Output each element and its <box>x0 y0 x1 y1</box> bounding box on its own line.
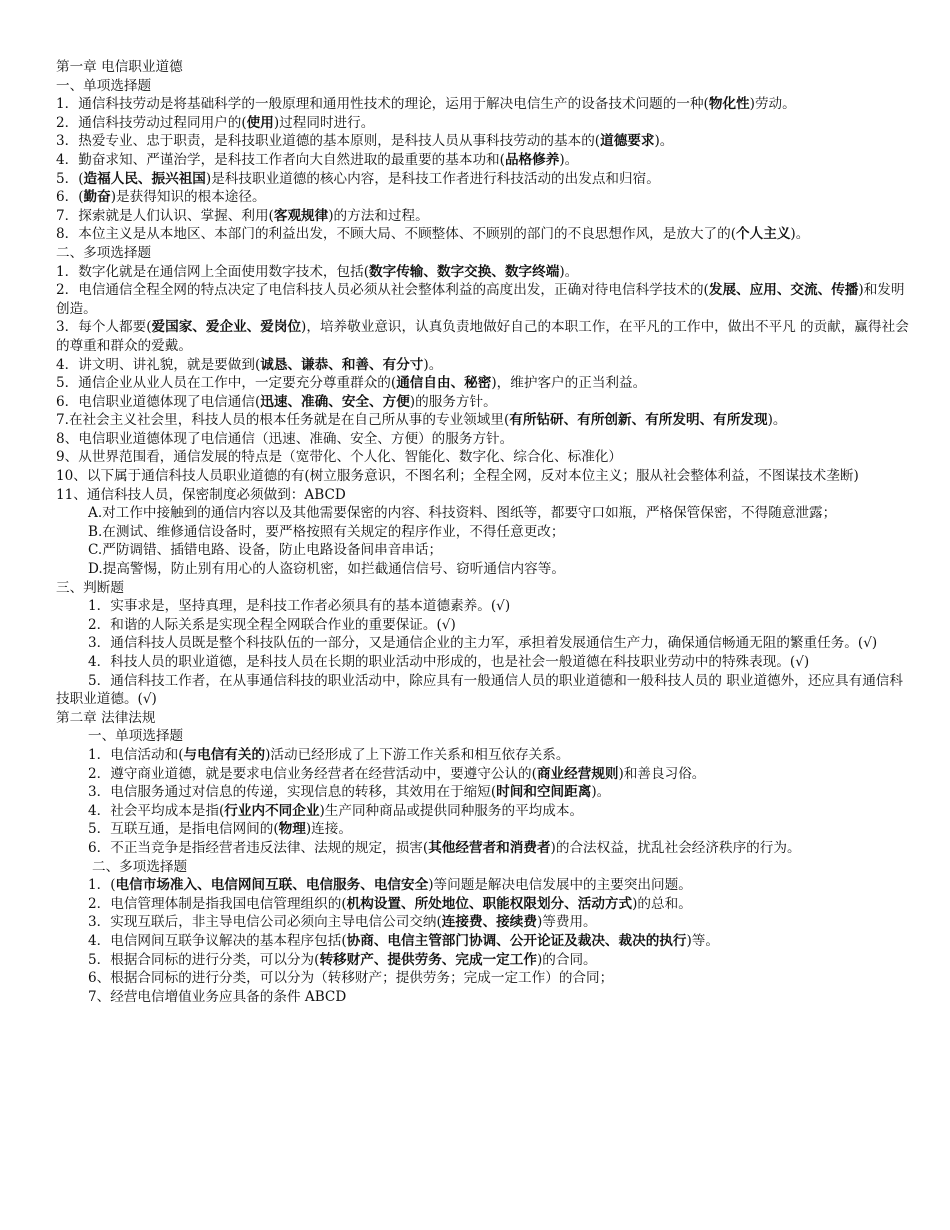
text-segment: )等问题是解决电信发展中的主要突出问题。 <box>428 877 692 894</box>
text-segment: 2．电信通信全程全网的特点决定了电信科技人员必须从社会整体利益的高度出发，正确对待电信科学技术的( <box>56 282 709 299</box>
text-segment: A.对工作中接触到的通信内容以及其他需要保密的内容、科技资料、图纸等，都要守口如瓶，严格保管保密，不得随意泄露； <box>88 505 837 522</box>
text-line <box>56 783 910 802</box>
text-segment: 9、从世界范围看，通信发展的特点是（宽带化、个人化、智能化、数字化、综合化、标准化） <box>56 449 622 466</box>
text-line <box>56 858 910 877</box>
answer-text: 行业内不同企业 <box>224 802 320 819</box>
text-segment: )连接。 <box>305 821 352 838</box>
answer-text: 连接费、接续费 <box>441 914 537 931</box>
text-segment: 4．社会平均成本是指( <box>88 802 225 819</box>
answer-text: 转移财产、提供劳务、完成一定工作 <box>319 951 537 968</box>
text-segment: 5．( <box>56 170 84 187</box>
answer-text: 有所钻研、有所创新、有所发明、有所发现 <box>509 412 768 429</box>
text-segment: 3．电信服务通过对信息的传递，实现信息的转移，其效用在于缩短( <box>88 784 497 801</box>
text-segment: 1．数字化就是在通信网上全面使用数字技术，包括( <box>56 263 370 280</box>
text-line <box>56 318 910 355</box>
text-line <box>56 225 910 244</box>
text-segment: 7、经营电信增值业务应具备的条件 ABCD <box>88 988 347 1005</box>
text-segment: 5．互联互通，是指电信网间的( <box>88 821 279 838</box>
text-segment: 1．通信科技劳动是将基础科学的一般原理和通用性技术的理论，运用于解决电信生产的设备技术问题的一种( <box>56 96 709 113</box>
text-line <box>56 616 910 635</box>
answer-text: 迅速、准确、安全、方便 <box>260 393 410 410</box>
text-segment: 11、通信科技人员，保密制度必须做到：ABCD <box>56 486 346 503</box>
answer-text: 爱国家、爱企业、爱岗位 <box>151 319 302 336</box>
text-line <box>56 932 910 951</box>
text-segment: 7．探索就是人们认识、掌握、利用( <box>56 207 274 224</box>
text-segment: )是科技职业道德的核心内容，是科技工作者进行科技活动的出发点和归宿。 <box>205 170 660 187</box>
text-segment: )的服务方针。 <box>409 393 497 410</box>
text-line <box>56 467 910 486</box>
answer-text: 商业经营规则 <box>536 765 619 782</box>
text-line <box>56 188 910 207</box>
text-line <box>56 988 910 1007</box>
text-line <box>56 579 910 598</box>
text-segment: 2．和谐的人际关系是实现全程全网联合作业的重要保证。(√) <box>88 616 456 633</box>
text-segment: 一、单项选择题 <box>88 728 184 745</box>
text-line <box>56 151 910 170</box>
answer-text: 协商、电信主管部门协调、公开论证及裁决、裁决的执行 <box>346 932 687 949</box>
text-segment: )。 <box>767 412 787 429</box>
text-line <box>56 411 910 430</box>
text-line <box>56 541 910 560</box>
text-segment: C.严防调错、插错电路、设备，防止电路设备间串音串话； <box>88 542 443 559</box>
text-line <box>56 393 910 412</box>
text-segment: 5．通信科技工作者，在从事通信科技的职业活动中，除应具有一般通信人员的职业道德和一般科技人员的 职业道德外，还应具有通信科技职业道德。(√) <box>56 672 903 708</box>
text-line <box>56 132 910 151</box>
text-segment: )生产同种商品或提供同种服务的平均成本。 <box>319 802 584 819</box>
text-segment: 1．( <box>88 877 116 894</box>
text-line <box>56 523 910 542</box>
answer-text: 品格修养 <box>504 151 560 168</box>
text-segment: 1．电信活动和( <box>88 746 184 763</box>
text-segment: 5．通信企业从业人员在工作中，一定要充分尊重群众的( <box>56 375 397 392</box>
text-segment: )和发明创造。 <box>56 282 905 317</box>
text-segment: )和善良习俗。 <box>618 765 706 782</box>
text-segment: 10、以下属于通信科技人员职业道德的有(树立服务意识，不图名利；全程全网，反对本位主义；服从社会整体利益，不图谋技术垄断) <box>56 468 859 485</box>
text-segment: 4．勤奋求知、严谨治学，是科技工作者向大自然进取的最重要的基本功和( <box>56 151 505 168</box>
text-line <box>56 356 910 375</box>
text-segment: 2．电信管理体制是指我国电信管理组织的( <box>88 895 347 912</box>
text-segment: 二、多项选择题 <box>56 244 152 261</box>
text-segment: 1．实事求是，坚持真理，是科技工作者必须具有的基本道德素养。(√) <box>88 598 511 615</box>
text-line <box>56 672 910 709</box>
text-line <box>56 560 910 579</box>
text-line <box>56 244 910 263</box>
answer-text: 物化性 <box>708 96 750 113</box>
text-segment: )是获得知识的根本途径。 <box>110 189 266 206</box>
text-line <box>56 281 910 318</box>
text-segment: 7.在社会主义社会里，科技人员的根本任务就是在自己所从事的专业领域里( <box>56 412 510 429</box>
text-segment: )等。 <box>686 932 719 949</box>
text-line <box>56 374 910 393</box>
text-segment: 5．根据合同标的进行分类，可以分为( <box>88 951 320 968</box>
answer-text: 数字传输、数字交换、数字终端 <box>369 263 560 280</box>
text-line <box>56 709 910 728</box>
answer-text: 时间和空间距离 <box>496 784 592 801</box>
text-segment: )活动已经形成了上下游工作关系和相互依存关系。 <box>265 746 570 763</box>
text-segment: )。 <box>559 263 579 280</box>
text-segment: 3．每个人都要( <box>56 319 152 336</box>
answer-text: 电信市场准入、电信网间互联、电信服务、电信安全 <box>115 877 429 894</box>
text-segment: )过程同时进行。 <box>273 114 375 131</box>
answer-text: 勤奋 <box>83 189 111 206</box>
answer-text: 使用 <box>246 114 274 131</box>
text-line <box>56 653 910 672</box>
text-line <box>56 597 910 616</box>
text-segment: D.提高警惕，防止别有用心的人盗窃机密，如拦截通信信号、窃听通信内容等。 <box>88 561 565 578</box>
text-segment: )。 <box>790 226 810 243</box>
text-line <box>56 895 910 914</box>
text-line <box>56 634 910 653</box>
text-segment: )。 <box>423 356 443 373</box>
text-segment: )的合法权益，扰乱社会经济秩序的行为。 <box>550 839 801 856</box>
text-line <box>56 504 910 523</box>
text-segment: 2．通信科技劳动过程同用户的( <box>56 114 247 131</box>
text-line <box>56 430 910 449</box>
answer-text: 个人主义 <box>736 226 791 243</box>
text-line <box>56 802 910 821</box>
text-segment: 8．本位主义是从本地区、本部门的利益出发，不顾大局、不顾整体、不顾别的部门的不良思想作风，是放大了的( <box>56 226 737 243</box>
text-line <box>56 448 910 467</box>
text-line <box>56 746 910 765</box>
text-line <box>56 486 910 505</box>
text-segment: )。 <box>559 151 579 168</box>
text-segment: 4．讲文明、讲礼貌，就是要做到( <box>56 356 261 373</box>
text-line <box>56 820 910 839</box>
text-segment: 4．科技人员的职业道德，是科技人员在长期的职业活动中形成的，也是社会一般道德在科技职业劳动中的特殊表现。(√) <box>88 654 810 670</box>
text-line <box>56 727 910 746</box>
text-line <box>56 58 910 77</box>
text-segment: 三、判断题 <box>56 579 124 596</box>
text-segment: )的方法和过程。 <box>328 207 429 224</box>
text-segment: 8、电信职业道德体现了电信通信（迅速、准确、安全、方便）的服务方针。 <box>56 430 514 447</box>
answer-text: 道德要求 <box>600 133 655 150</box>
text-segment: )等费用。 <box>536 914 597 931</box>
text-segment: 3．通信科技人员既是整个科技队伍的一部分，又是通信企业的主力军，承担着发展通信生产力，确保通信畅通无阻的繁重任务。(√) <box>88 635 878 652</box>
text-segment: 第二章 法律法规 <box>56 709 156 726</box>
answer-text: 通信自由、秘密 <box>396 375 492 392</box>
text-line <box>56 913 910 932</box>
text-segment: 一、单项选择题 <box>56 77 152 94</box>
answer-text: 其他经营者和消费者 <box>428 839 551 856</box>
text-line <box>56 207 910 226</box>
answer-text: 发展、应用、交流、传播 <box>708 282 859 299</box>
text-segment: 6．不正当竞争是指经营者违反法律、法规的规定，损害( <box>88 839 429 856</box>
document-body <box>56 58 910 1006</box>
answer-text: 客观规律 <box>273 207 329 224</box>
text-line <box>56 114 910 133</box>
text-segment: )的合同。 <box>536 951 597 968</box>
answer-text: 诚恳、谦恭、和善、有分寸 <box>260 356 424 373</box>
text-line <box>56 951 910 970</box>
text-line <box>56 170 910 189</box>
text-segment: )。 <box>591 784 611 801</box>
text-segment: )，培养敬业意识，认真负责地做好自己的本职工作，在平凡的工作中，做出不平凡 的贡献，赢得社会的尊重和群众的爱戴。 <box>56 319 909 354</box>
text-segment: B.在测试、维修通信设备时，要严格按照有关规定的程序作业，不得任意更改； <box>88 523 565 540</box>
text-segment: 6．( <box>56 189 84 206</box>
text-segment: 二、多项选择题 <box>92 858 188 875</box>
text-line <box>56 263 910 282</box>
answer-text: 物理 <box>278 821 306 838</box>
answer-text: 机构设置、所处地位、职能权限划分、活动方式 <box>346 895 633 912</box>
text-line <box>56 839 910 858</box>
answer-text: 与电信有关的 <box>183 746 266 763</box>
text-segment: 2．遵守商业道德，就是要求电信业务经营者在经营活动中，要遵守公认的( <box>88 765 537 782</box>
text-line <box>56 876 910 895</box>
text-segment: )。 <box>654 133 674 150</box>
text-segment: 3．实现互联后，非主导电信公司必须向主导电信公司交纳( <box>88 914 442 931</box>
text-segment: 6、根据合同标的进行分类，可以分为（转移财产；提供劳务；完成一定工作）的合同； <box>88 970 614 987</box>
text-segment: )劳动。 <box>749 96 796 113</box>
text-segment: 3．热爱专业、忠于职责，是科技职业道德的基本原则，是科技人员从事科技劳动的基本的( <box>56 133 601 150</box>
text-segment: 第一章 电信职业道德 <box>56 59 183 75</box>
text-line <box>56 765 910 784</box>
text-segment: )的总和。 <box>632 895 692 912</box>
text-segment: 4．电信网间互联争议解决的基本程序包括( <box>88 932 347 949</box>
text-line <box>56 77 910 96</box>
answer-text: 造福人民、振兴祖国 <box>83 170 206 187</box>
text-segment: )，维护客户的正当利益。 <box>491 375 647 392</box>
text-segment: 6．电信职业道德体现了电信通信( <box>56 393 261 410</box>
text-line <box>56 95 910 114</box>
text-line <box>56 969 910 988</box>
